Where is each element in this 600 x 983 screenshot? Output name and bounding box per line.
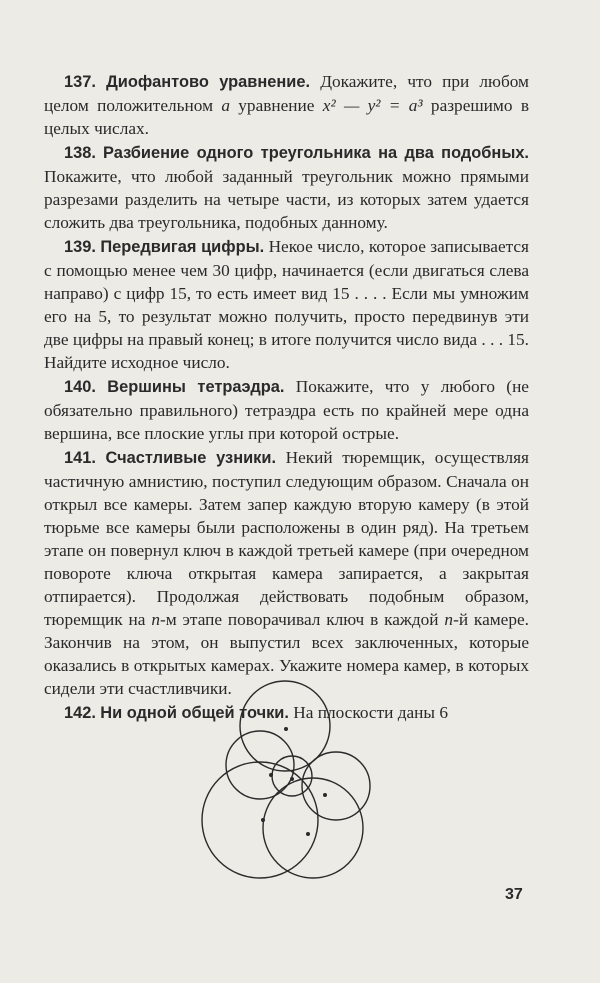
page-number: 37: [505, 886, 523, 903]
problem-number: 141.: [64, 449, 96, 467]
problem-text: Покажите, что у любого (не обязательно правильного) тетраэдра есть по крайней мере одна вершина, все плоские углы при которой острые.: [44, 377, 529, 443]
problem-number: 140.: [64, 378, 96, 396]
problem-title: Передвигая цифры.: [100, 238, 265, 256]
variable-n: n: [444, 610, 454, 629]
problem-title: Счастливые узники.: [105, 449, 277, 467]
problem-text: уравнение: [229, 96, 323, 115]
problem-text: Докажите, что при любом целом положительном: [44, 72, 529, 115]
circle-2: [226, 731, 294, 799]
problem-142: [44, 701, 529, 725]
problem-number: 142.: [64, 704, 96, 722]
problem-text: разрешимо в целых числах.: [44, 96, 529, 138]
center-point: [269, 773, 273, 777]
variable-a: a: [221, 96, 230, 115]
problem-title: Разбиение одного треугольника на два подобных.: [103, 144, 529, 162]
circle-4: [202, 762, 318, 878]
variable-n: n: [151, 610, 160, 629]
problem-139: [44, 235, 529, 374]
circle-3: [302, 752, 370, 820]
page-content: [44, 70, 529, 726]
center-point: [284, 727, 288, 731]
problem-title: Диофантово уравнение.: [106, 73, 311, 91]
circle-5: [263, 778, 363, 878]
problem-text: Покажите, что любой заданный треугольник можно прямыми разрезами разделить на четыре части, из которых затем удается сложить два треугольника, подобных данному.: [44, 167, 529, 232]
problem-number: 137.: [64, 73, 96, 91]
problem-title: Вершины тетраэдра.: [107, 378, 285, 396]
problem-138: [44, 141, 529, 234]
problem-number: 139.: [64, 238, 96, 256]
circle-centers: [261, 727, 327, 836]
problem-141: [44, 446, 529, 700]
center-point: [261, 818, 265, 822]
problem-text: -м этапе поворачивал ключ в каждой: [159, 610, 445, 629]
center-point: [323, 793, 327, 797]
equation: x² — y² = a³: [322, 96, 423, 115]
problem-text: На плоскости даны 6: [288, 703, 448, 722]
problem-text: -й камере. Закончив на этом, он выпустил всех заключенных, которые оказались в открытых камерах. Укажите номера камер, в которых сидели эти счастливчики.: [44, 610, 529, 698]
problem-text: Некий тюремщик, осуществляя частичную амнистию, поступил следующим образом. Сначала он открыл все камеры. Затем запер каждую вторую камеру (в этой тюрьме все камеры были расположены в один ряд). На третьем этапе он повернул ключ в каждой третьей камере (при очередном повороте ключа открытая камера запирается, а закрытая отпирается). Продолжая действовать подобным образом, тюремщик на: [44, 448, 529, 629]
problem-title: Ни одной общей точки.: [100, 704, 289, 722]
problem-137: [44, 70, 529, 140]
center-point: [306, 832, 310, 836]
circle-6: [272, 756, 312, 796]
problem-140: [44, 375, 529, 445]
problem-number: 138.: [64, 144, 96, 162]
center-point: [290, 777, 294, 781]
problem-text: Некое число, которое записывается с помощью менее чем 30 цифр, начинается (если двигаться слева направо) с цифр 15, то есть имеет вид 15 . . . . Если мы умножим его на 5, то результат можно получить, просто передвинув эти две цифры на правый конец; в итоге получится число вида . . . 15. Найдите исходное число.: [44, 237, 529, 372]
